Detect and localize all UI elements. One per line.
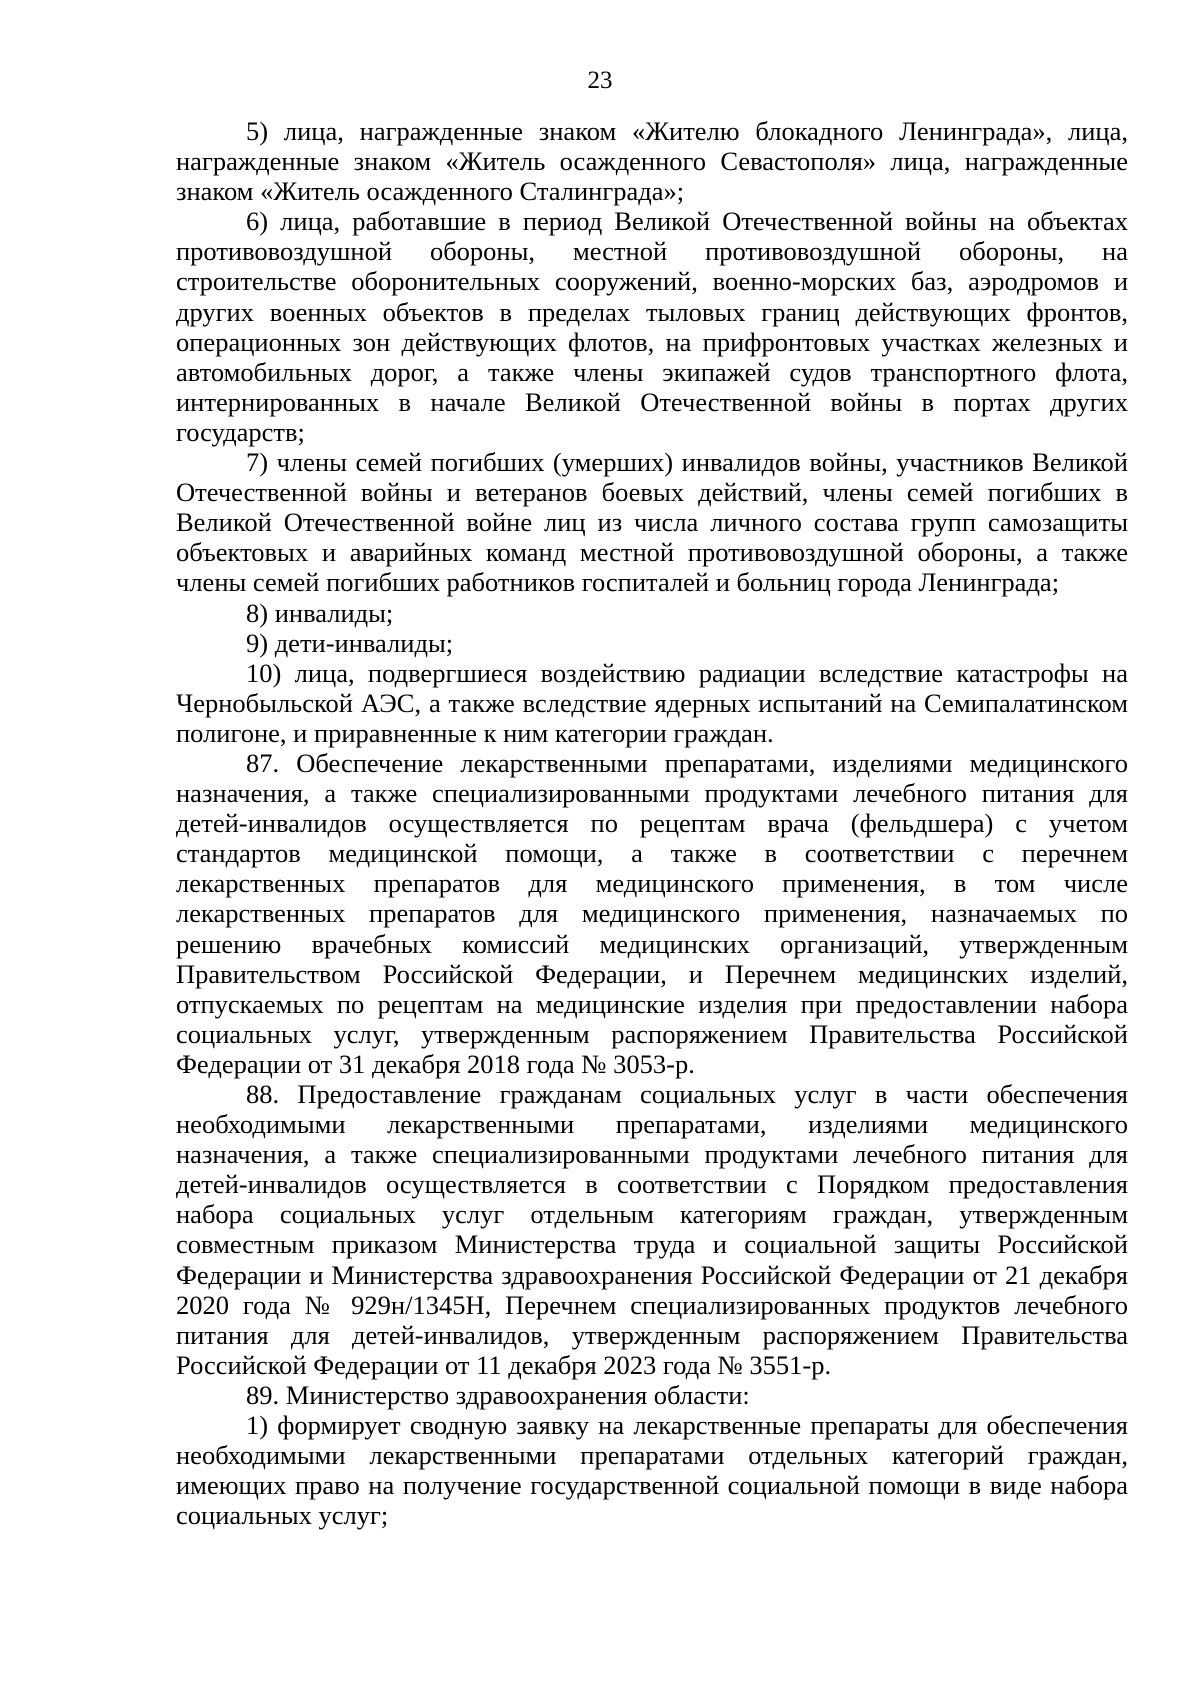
paragraph: 5) лица, награжденные знаком «Жителю блокадного Ленинграда», лица, награжденные знаком «Житель осажденного Севастополя» лица, награжденные знаком «Житель осажденного Сталинграда»;: [176, 116, 1128, 207]
paragraph: 88. Предоставление гражданам социальных услуг в части обеспечения необходимыми лекарственными препаратами, изделиями медицинского назначения, а также специализированными продуктами лечебного питания для детей-инвалидов осуществляется в соответствии с Порядком предоставления набора социальных услуг отдельным категориям граждан, утвержденным совместным приказом Министерства труда и социальной защиты Российской Федерации и Министерства здравоохранения Российской Федерации от 21 декабря 2020 года № 929н/1345Н, Перечнем специализированных продуктов лечебного питания для детей-инвалидов, утвержденным распоряжением Правительства Российской Федерации от 11 декабря 2023 года № 3551-р.: [176, 1079, 1128, 1380]
page-number: 23: [587, 67, 613, 94]
paragraph: 9) дети-инвалиды;: [246, 627, 454, 658]
paragraph: 89. Министерство здравоохранения области:: [246, 1379, 750, 1410]
paragraph: 6) лица, работавшие в период Великой Отечественной войны на объектах противовоздушной обороны, местной противовоздушной обороны, на строительстве оборонительных сооружений, военно-морских баз, аэродромов и других военных объектов в пределах тыловых границ действующих фронтов, операционных зон действующих флотов, на прифронтовых участках железных и автомобильных дорог, а также члены экипажей судов транспортного флота, интернированных в начале Великой Отечественной войны в портах других государств;: [176, 206, 1128, 447]
document-body: [176, 116, 1128, 1530]
paragraph: 8) инвалиды;: [246, 597, 394, 628]
paragraph: 10) лица, подвергшиеся воздействию радиации вследствие катастрофы на Чернобыльской АЭС, а также вследствие ядерных испытаний на Семипалатинском полигоне, и приравненные к ним категории граждан.: [176, 657, 1128, 748]
paragraph: 1) формирует сводную заявку на лекарственные препараты для обеспечения необходимыми лекарственными препаратами отдельных категорий граждан, имеющих право на получение государственной социальной помощи в виде набора социальных услуг;: [176, 1410, 1128, 1531]
paragraph: 87. Обеспечение лекарственными препаратами, изделиями медицинского назначения, а также специализированными продуктами лечебного питания для детей-инвалидов осуществляется по рецептам врача (фельдшера) с учетом стандартов медицинской помощи, а также в соответствии с перечнем лекарственных препаратов для медицинского применения, в том числе лекарственных препаратов для медицинского применения, назначаемых по решению врачебных комиссий медицинских организаций, утвержденным Правительством Российской Федерации, и Перечнем медицинских изделий, отпускаемых по рецептам на медицинские изделия при предоставлении набора социальных услуг, утвержденным распоряжением Правительства Российской Федерации от 31 декабря 2018 года № 3053-р.: [176, 747, 1128, 1079]
paragraph: 7) члены семей погибших (умерших) инвалидов войны, участников Великой Отечественной войны и ветеранов боевых действий, члены семей погибших в Великой Отечественной войне лиц из числа личного состава групп самозащиты объектовых и аварийных команд местной противовоздушной обороны, а также члены семей погибших работников госпиталей и больниц города Ленинграда;: [176, 447, 1128, 598]
